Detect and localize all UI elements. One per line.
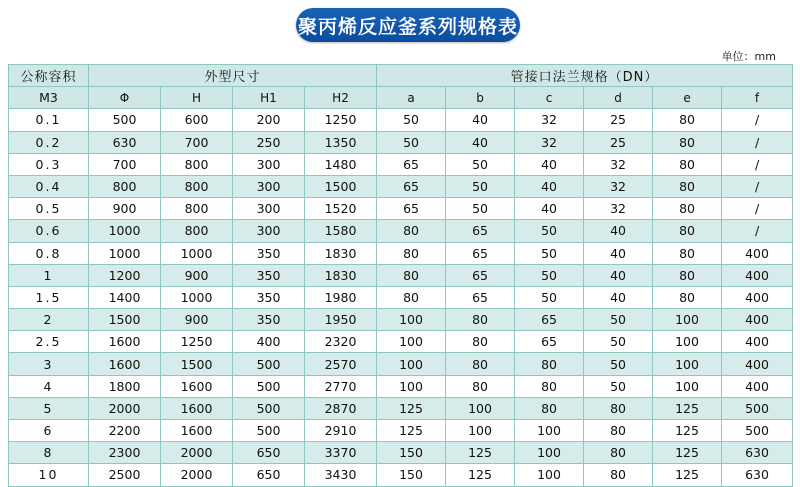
cell-e: 125 (653, 397, 722, 419)
table-row (9, 242, 793, 264)
cell-h1: 350 (233, 264, 305, 286)
cell-a: 100 (377, 309, 446, 331)
table-body (9, 109, 793, 486)
cell-h2: 1980 (305, 286, 377, 308)
cell-capacity: 0.2 (9, 131, 89, 153)
header-col-a: a (377, 87, 446, 109)
table-row (9, 442, 793, 464)
cell-h: 1000 (161, 286, 233, 308)
cell-h2: 2770 (305, 375, 377, 397)
table-row (9, 331, 793, 353)
cell-a: 150 (377, 442, 446, 464)
cell-h1: 400 (233, 331, 305, 353)
cell-f: 400 (722, 353, 793, 375)
cell-h: 2000 (161, 464, 233, 486)
cell-e: 80 (653, 131, 722, 153)
cell-c: 80 (515, 397, 584, 419)
cell-b: 100 (446, 397, 515, 419)
table-row (9, 175, 793, 197)
header-col-c: c (515, 87, 584, 109)
cell-phi: 1600 (89, 353, 161, 375)
cell-h1: 300 (233, 175, 305, 197)
cell-phi: 2000 (89, 397, 161, 419)
cell-d: 40 (584, 264, 653, 286)
cell-b: 50 (446, 198, 515, 220)
cell-capacity: 10 (9, 464, 89, 486)
cell-capacity: 1 (9, 264, 89, 286)
cell-c: 40 (515, 153, 584, 175)
cell-b: 125 (446, 442, 515, 464)
cell-b: 80 (446, 353, 515, 375)
cell-phi: 2500 (89, 464, 161, 486)
cell-phi: 900 (89, 198, 161, 220)
header-dims-group: 外型尺寸 (89, 65, 377, 87)
cell-h2: 1950 (305, 309, 377, 331)
cell-phi: 1800 (89, 375, 161, 397)
cell-h: 1500 (161, 353, 233, 375)
cell-h2: 1830 (305, 264, 377, 286)
cell-f: 630 (722, 464, 793, 486)
cell-b: 50 (446, 153, 515, 175)
cell-c: 80 (515, 353, 584, 375)
cell-capacity: 0.1 (9, 109, 89, 131)
cell-h2: 1520 (305, 198, 377, 220)
cell-h1: 650 (233, 464, 305, 486)
cell-h1: 350 (233, 286, 305, 308)
cell-a: 65 (377, 175, 446, 197)
cell-capacity: 8 (9, 442, 89, 464)
cell-f: / (722, 153, 793, 175)
cell-e: 100 (653, 331, 722, 353)
cell-phi: 500 (89, 109, 161, 131)
cell-d: 32 (584, 198, 653, 220)
cell-b: 65 (446, 220, 515, 242)
cell-c: 40 (515, 175, 584, 197)
cell-h2: 2910 (305, 420, 377, 442)
cell-capacity: 4 (9, 375, 89, 397)
table-row (9, 397, 793, 419)
cell-h2: 3430 (305, 464, 377, 486)
cell-e: 80 (653, 242, 722, 264)
cell-h: 800 (161, 175, 233, 197)
cell-h: 800 (161, 198, 233, 220)
cell-a: 125 (377, 420, 446, 442)
cell-h: 1600 (161, 420, 233, 442)
cell-e: 100 (653, 353, 722, 375)
cell-phi: 2200 (89, 420, 161, 442)
cell-capacity: 0.4 (9, 175, 89, 197)
cell-b: 65 (446, 242, 515, 264)
cell-c: 50 (515, 220, 584, 242)
cell-d: 80 (584, 397, 653, 419)
cell-d: 25 (584, 109, 653, 131)
cell-d: 40 (584, 286, 653, 308)
cell-f: / (722, 131, 793, 153)
cell-phi: 1500 (89, 309, 161, 331)
table-row (9, 131, 793, 153)
cell-h1: 300 (233, 220, 305, 242)
cell-d: 80 (584, 420, 653, 442)
cell-h: 2000 (161, 442, 233, 464)
cell-f: / (722, 109, 793, 131)
cell-capacity: 6 (9, 420, 89, 442)
cell-phi: 1400 (89, 286, 161, 308)
cell-h1: 200 (233, 109, 305, 131)
cell-a: 100 (377, 331, 446, 353)
cell-f: / (722, 198, 793, 220)
cell-d: 80 (584, 442, 653, 464)
table-row (9, 153, 793, 175)
cell-a: 65 (377, 198, 446, 220)
cell-h1: 250 (233, 131, 305, 153)
header-flange-group: 管接口法兰规格（DN） (377, 65, 793, 87)
cell-b: 50 (446, 175, 515, 197)
cell-b: 80 (446, 309, 515, 331)
cell-f: 400 (722, 375, 793, 397)
cell-f: 400 (722, 331, 793, 353)
cell-f: / (722, 175, 793, 197)
cell-a: 80 (377, 242, 446, 264)
cell-h1: 500 (233, 397, 305, 419)
cell-e: 80 (653, 198, 722, 220)
table-row (9, 198, 793, 220)
cell-capacity: 2 (9, 309, 89, 331)
table-row (9, 264, 793, 286)
cell-d: 50 (584, 331, 653, 353)
header-row-group (9, 65, 793, 87)
cell-a: 125 (377, 397, 446, 419)
cell-e: 80 (653, 264, 722, 286)
cell-e: 125 (653, 420, 722, 442)
cell-h2: 1350 (305, 131, 377, 153)
header-capacity-unit: M3 (9, 87, 89, 109)
cell-capacity: 0.8 (9, 242, 89, 264)
header-col-b: b (446, 87, 515, 109)
cell-h: 1600 (161, 375, 233, 397)
header-col-e: e (653, 87, 722, 109)
cell-h1: 300 (233, 153, 305, 175)
cell-a: 80 (377, 220, 446, 242)
header-row-columns (9, 87, 793, 109)
cell-phi: 1200 (89, 264, 161, 286)
cell-c: 40 (515, 198, 584, 220)
cell-e: 80 (653, 109, 722, 131)
cell-phi: 700 (89, 153, 161, 175)
header-col-h2: H2 (305, 87, 377, 109)
cell-h1: 300 (233, 198, 305, 220)
cell-c: 100 (515, 464, 584, 486)
cell-c: 50 (515, 264, 584, 286)
cell-b: 100 (446, 420, 515, 442)
cell-c: 32 (515, 131, 584, 153)
cell-b: 65 (446, 264, 515, 286)
cell-a: 100 (377, 353, 446, 375)
cell-c: 65 (515, 331, 584, 353)
cell-h2: 2870 (305, 397, 377, 419)
cell-h2: 2570 (305, 353, 377, 375)
cell-f: 500 (722, 420, 793, 442)
cell-a: 100 (377, 375, 446, 397)
cell-h1: 500 (233, 375, 305, 397)
cell-e: 100 (653, 309, 722, 331)
table-row (9, 420, 793, 442)
cell-a: 50 (377, 109, 446, 131)
cell-phi: 800 (89, 175, 161, 197)
cell-a: 80 (377, 264, 446, 286)
cell-phi: 1000 (89, 220, 161, 242)
cell-h2: 2320 (305, 331, 377, 353)
cell-e: 80 (653, 220, 722, 242)
cell-d: 50 (584, 375, 653, 397)
cell-phi: 1000 (89, 242, 161, 264)
cell-h: 1600 (161, 397, 233, 419)
cell-f: 400 (722, 264, 793, 286)
cell-capacity: 5 (9, 397, 89, 419)
cell-c: 32 (515, 109, 584, 131)
spec-table (8, 64, 793, 487)
cell-capacity: 0.3 (9, 153, 89, 175)
cell-capacity: 0.6 (9, 220, 89, 242)
header-col-phi: Φ (89, 87, 161, 109)
cell-d: 32 (584, 175, 653, 197)
cell-h1: 500 (233, 353, 305, 375)
cell-h1: 350 (233, 309, 305, 331)
cell-b: 65 (446, 286, 515, 308)
cell-h2: 1500 (305, 175, 377, 197)
table-row (9, 309, 793, 331)
table-row (9, 464, 793, 486)
unit-label: 单位：mm (721, 50, 776, 63)
cell-c: 50 (515, 286, 584, 308)
cell-h: 800 (161, 153, 233, 175)
cell-a: 65 (377, 153, 446, 175)
cell-f: 400 (722, 286, 793, 308)
cell-b: 125 (446, 464, 515, 486)
cell-h: 700 (161, 131, 233, 153)
cell-h2: 1830 (305, 242, 377, 264)
cell-d: 40 (584, 242, 653, 264)
cell-e: 100 (653, 375, 722, 397)
cell-h: 900 (161, 264, 233, 286)
cell-c: 50 (515, 242, 584, 264)
cell-f: 500 (722, 397, 793, 419)
cell-h2: 1580 (305, 220, 377, 242)
cell-f: 400 (722, 242, 793, 264)
cell-d: 80 (584, 464, 653, 486)
table-row (9, 353, 793, 375)
cell-f: 630 (722, 442, 793, 464)
header-col-f: f (722, 87, 793, 109)
cell-d: 50 (584, 309, 653, 331)
cell-b: 40 (446, 109, 515, 131)
cell-d: 32 (584, 153, 653, 175)
cell-c: 65 (515, 309, 584, 331)
cell-h2: 3370 (305, 442, 377, 464)
cell-f: / (722, 220, 793, 242)
cell-h: 600 (161, 109, 233, 131)
cell-a: 150 (377, 464, 446, 486)
cell-c: 100 (515, 442, 584, 464)
table-row (9, 220, 793, 242)
cell-e: 125 (653, 442, 722, 464)
cell-e: 80 (653, 286, 722, 308)
cell-h: 800 (161, 220, 233, 242)
cell-b: 40 (446, 131, 515, 153)
cell-e: 80 (653, 153, 722, 175)
cell-phi: 1600 (89, 331, 161, 353)
table-row (9, 286, 793, 308)
table-row (9, 109, 793, 131)
cell-capacity: 3 (9, 353, 89, 375)
cell-h1: 650 (233, 442, 305, 464)
cell-h2: 1250 (305, 109, 377, 131)
cell-capacity: 0.5 (9, 198, 89, 220)
cell-e: 125 (653, 464, 722, 486)
cell-e: 80 (653, 175, 722, 197)
header-col-h1: H1 (233, 87, 305, 109)
cell-phi: 630 (89, 131, 161, 153)
cell-h: 1250 (161, 331, 233, 353)
cell-a: 80 (377, 286, 446, 308)
cell-f: 400 (722, 309, 793, 331)
cell-c: 100 (515, 420, 584, 442)
header-capacity: 公称容积 (9, 65, 89, 87)
cell-d: 25 (584, 131, 653, 153)
cell-h: 1000 (161, 242, 233, 264)
cell-capacity: 2.5 (9, 331, 89, 353)
cell-b: 80 (446, 331, 515, 353)
header-col-h: H (161, 87, 233, 109)
cell-b: 80 (446, 375, 515, 397)
cell-capacity: 1.5 (9, 286, 89, 308)
page-title: 聚丙烯反应釜系列规格表 (296, 8, 520, 42)
table-row (9, 375, 793, 397)
cell-h: 900 (161, 309, 233, 331)
cell-a: 50 (377, 131, 446, 153)
cell-h1: 500 (233, 420, 305, 442)
cell-h1: 350 (233, 242, 305, 264)
header-col-d: d (584, 87, 653, 109)
cell-h2: 1480 (305, 153, 377, 175)
cell-d: 50 (584, 353, 653, 375)
cell-d: 40 (584, 220, 653, 242)
cell-phi: 2300 (89, 442, 161, 464)
cell-c: 80 (515, 375, 584, 397)
